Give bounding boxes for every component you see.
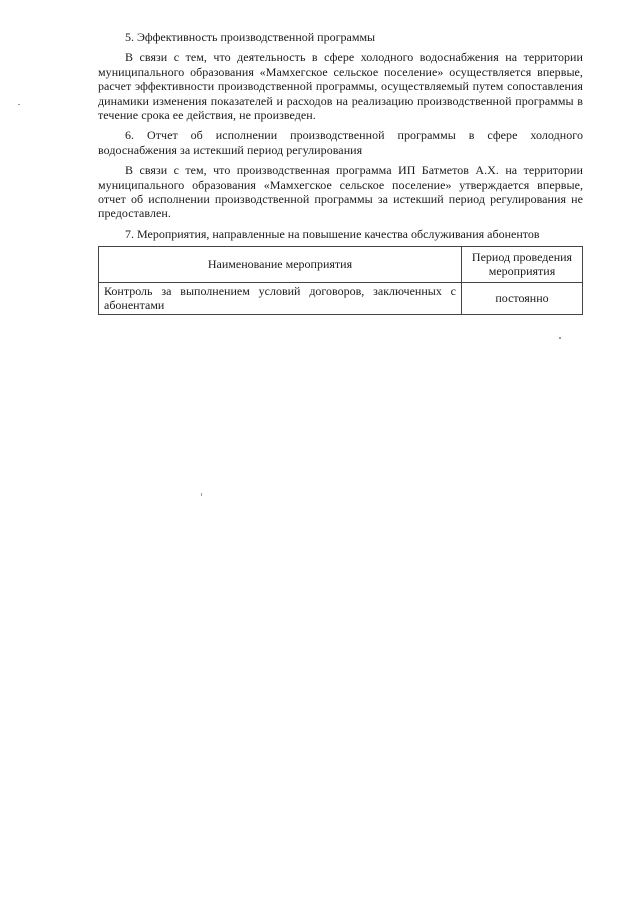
table-cell-measure: Контроль за выполнением условий договоров, заключенных с абонентами (99, 283, 462, 315)
table-row (99, 283, 583, 315)
table-header-cell: Наименование мероприятия (99, 247, 462, 283)
table-header-row (99, 247, 583, 283)
section-heading: 5. Эффективность производственной программы (125, 30, 376, 44)
section-efficiency (98, 30, 583, 122)
measures-table (98, 246, 583, 315)
scan-speck (18, 104, 20, 105)
section-heading: 7. Мероприятия, направленные на повышение качества обслуживания абонентов (125, 226, 540, 241)
table-header-cell: Период проведения мероприятия (462, 247, 583, 283)
scan-speck (201, 493, 202, 496)
scan-speck (559, 337, 561, 339)
section-heading: 6. Отчет об исполнении производственной программы в сфере холодного водоснабжения за истекший период регулирования (98, 128, 583, 157)
table-cell-period: постоянно (462, 283, 583, 315)
document-page (98, 30, 583, 321)
section-report (98, 128, 583, 220)
section-measures (98, 227, 583, 315)
section-paragraph: В связи с тем, что производственная программа ИП Батметов А.Х. на территории муниципального образования «Мамхегское сельское поселение» утверждается впервые, отчет об исполнении производственной программы за истекший период регулирования не предоставлен. (98, 163, 583, 221)
section-paragraph: В связи с тем, что деятельность в сфере холодного водоснабжения на территории муниципального образования «Мамхегское сельское поселение» осуществляется впервые, расчет эффективности производственной программы, осуществляемый путем сопоставления динамики изменения показателей и расходов на реализацию производственной программы в течение срока ее действия, не произведен. (98, 50, 583, 123)
